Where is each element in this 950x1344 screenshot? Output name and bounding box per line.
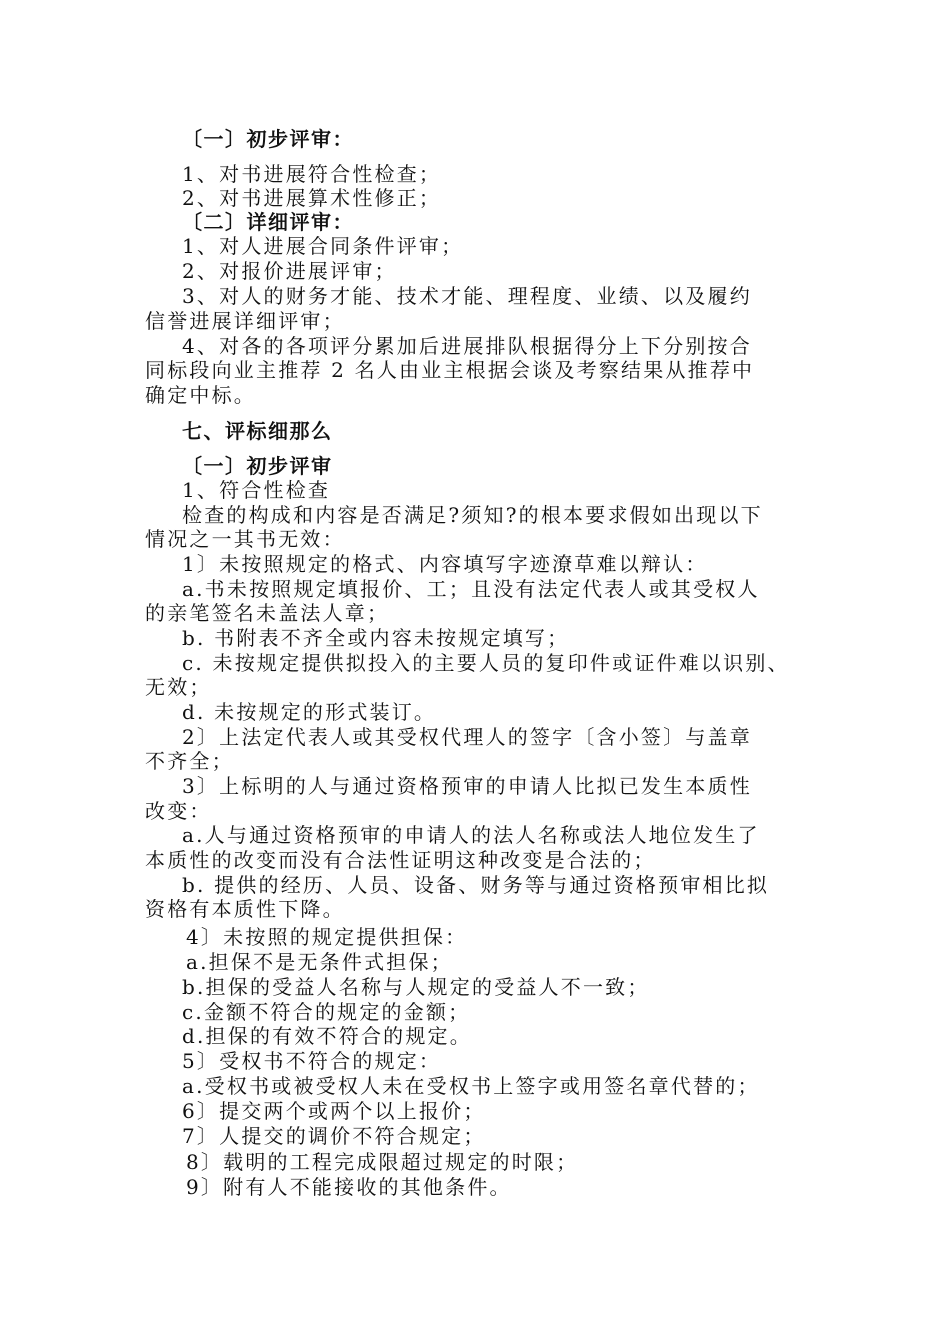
heading-detailed-review: 〔二〕详细评审： bbox=[182, 210, 354, 234]
paragraph-line: b. 提供的经历、人员、设备、财务等与通过资格预审相比拟 bbox=[182, 873, 770, 897]
paragraph-line: a.受权书或被受权人未在受权书上签字或用签名章代替的； bbox=[182, 1074, 760, 1098]
paragraph-line: 改变： bbox=[145, 799, 212, 823]
paragraph-line: a.人与通过资格预审的申请人的法人名称或法人地位发生了 bbox=[182, 823, 760, 847]
subsection-heading: 〔一〕初步评审 bbox=[182, 454, 333, 478]
paragraph-line: 3、对人的财务才能、技术才能、理程度、业绩、以及履约 bbox=[182, 284, 752, 308]
paragraph-line: 无效； bbox=[145, 675, 212, 699]
heading-preliminary-review: 〔一〕初步评审： bbox=[182, 127, 354, 151]
paragraph-line: 1、对书进展符合性检查； bbox=[182, 162, 442, 186]
paragraph-line: d.担保的有效不符合的规定。 bbox=[182, 1024, 472, 1048]
paragraph-line: 1、符合性检查 bbox=[182, 478, 331, 502]
paragraph-line: 确定中标。 bbox=[145, 383, 256, 407]
paragraph-line: 情况之一其书无效： bbox=[145, 527, 345, 551]
paragraph-line: 同标段向业主推荐 2 名人由业主根据会谈及考察结果从推荐中 bbox=[145, 358, 755, 382]
paragraph-line: 检查的构成和内容是否满足?须知?的根本要求假如出现以下 bbox=[182, 503, 763, 527]
paragraph-line: 2〕上法定代表人或其受权代理人的签字〔含小签〕与盖章 bbox=[182, 725, 752, 749]
paragraph-line: 9〕附有人不能接收的其他条件。 bbox=[186, 1175, 512, 1199]
paragraph-line: 5〕受权书不符合的规定： bbox=[182, 1049, 442, 1073]
paragraph-line: 7〕人提交的调价不符合规定； bbox=[182, 1124, 486, 1148]
paragraph-line: b.担保的受益人名称与人规定的受益人不一致； bbox=[182, 975, 650, 999]
paragraph-line: 2、对书进展算术性修正； bbox=[182, 186, 442, 210]
paragraph-line: 信誉进展详细评审； bbox=[145, 309, 345, 333]
paragraph-line: 4、对各的各项评分累加后进展排队根据得分上下分别按合 bbox=[182, 334, 752, 358]
paragraph-line: a.担保不是无条件式担保； bbox=[186, 950, 453, 974]
paragraph-line: d. 未按规定的形式装订。 bbox=[182, 700, 437, 724]
section-heading: 七、评标细那么 bbox=[182, 419, 333, 443]
paragraph-line: 6〕提交两个或两个以上报价； bbox=[182, 1099, 486, 1123]
paragraph-line: 1〕未按照规定的格式、内容填写字迹潦草难以辩认： bbox=[182, 552, 708, 576]
paragraph-line: 1、对人进展合同条件评审； bbox=[182, 234, 464, 258]
paragraph-line: b. 书附表不齐全或内容未按规定填写； bbox=[182, 626, 570, 650]
paragraph-line: 4〕未按照的规定提供担保： bbox=[186, 925, 468, 949]
paragraph-line: c. 未按规定提供拟投入的主要人员的复印件或证件难以识别、 bbox=[182, 651, 790, 675]
paragraph-line: 2、对报价进展评审； bbox=[182, 259, 397, 283]
paragraph-line: 本质性的改变而没有合法性证明这种改变是合法的； bbox=[145, 848, 656, 872]
paragraph-line: 资格有本质性下降。 bbox=[145, 897, 345, 921]
paragraph-line: 不齐全； bbox=[145, 749, 234, 773]
paragraph-line: 的亲笔签名未盖法人章； bbox=[145, 601, 390, 625]
paragraph-line: 3〕上标明的人与通过资格预审的申请人比拟已发生本质性 bbox=[182, 774, 752, 798]
paragraph-line: 8〕载明的工程完成限超过规定的时限； bbox=[186, 1150, 579, 1174]
paragraph-line: a.书未按照规定填报价、工；且没有法定代表人或其受权人 bbox=[182, 577, 760, 601]
paragraph-line: c.金额不符合的规定的金额； bbox=[182, 1000, 471, 1024]
